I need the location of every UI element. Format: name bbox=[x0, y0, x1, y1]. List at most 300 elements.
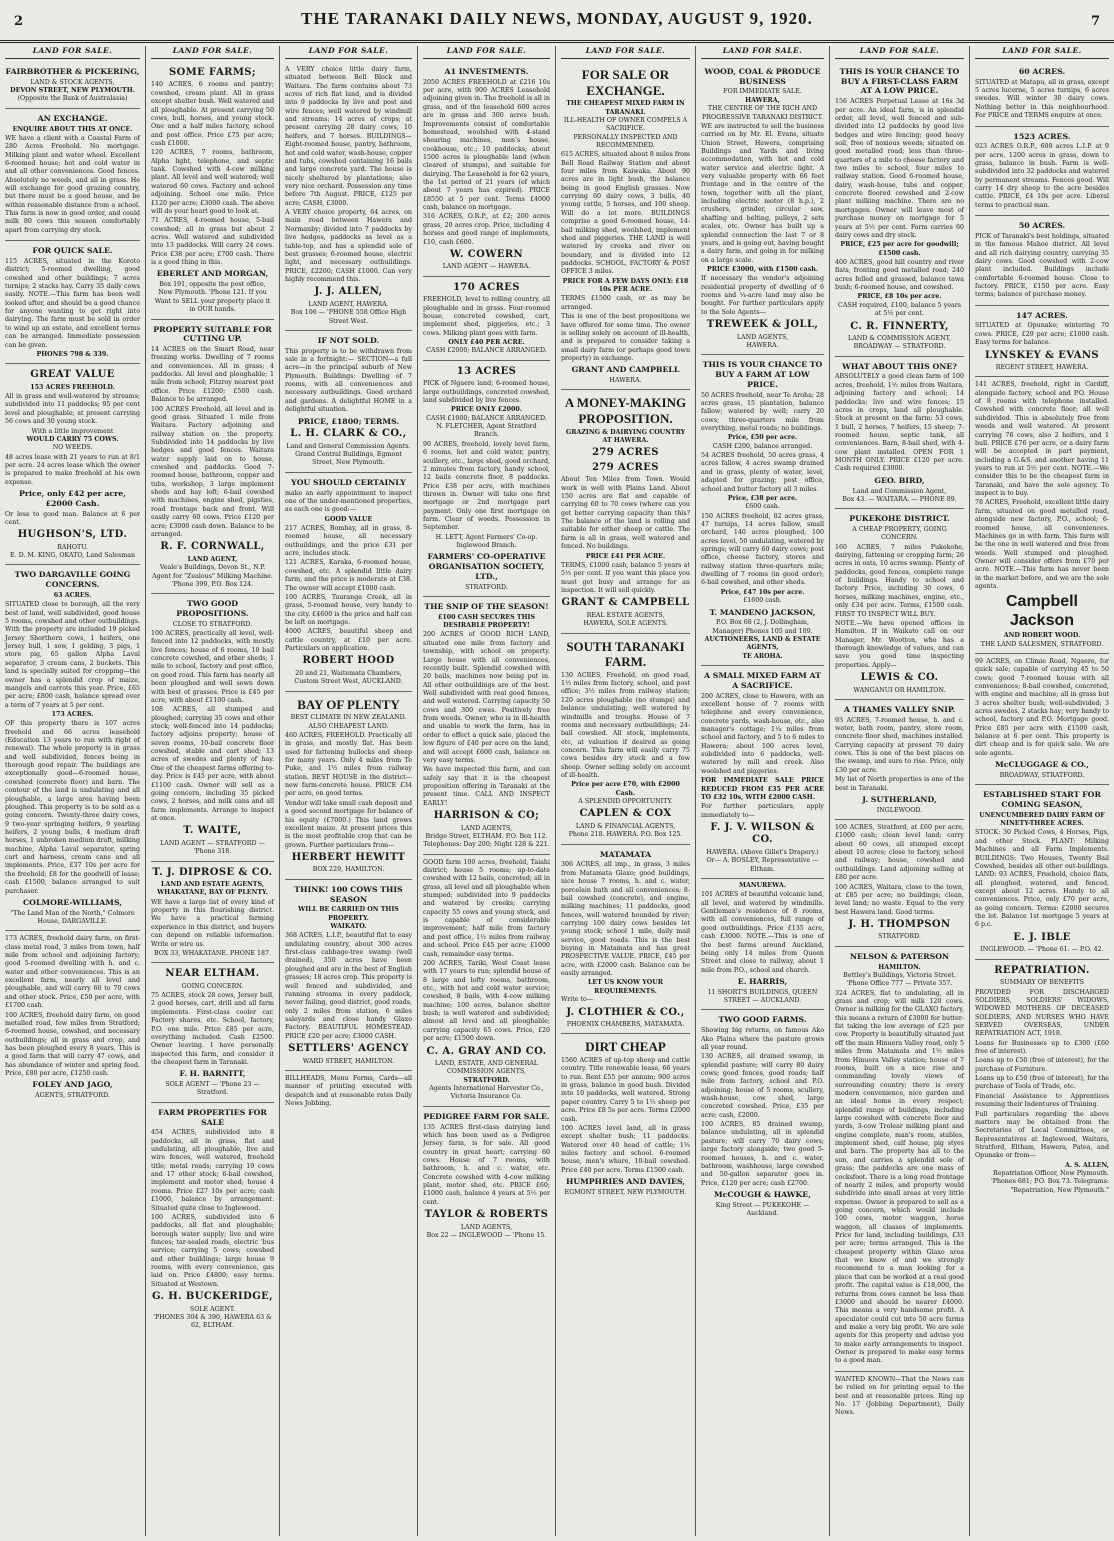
ad-terms: TERMS, £1000 cash, balance 5 years at 5½ per cent. If you want this place you must get busy and arrange for an inspection. It will sell quickly. bbox=[561, 561, 690, 594]
ad-think-100-cows bbox=[285, 880, 412, 1071]
ad-body: PICK of Ngaere land; 6-roomed house, large outbuildings, concreted cowshed, land subdivided by live fences. bbox=[423, 380, 550, 404]
ad-title: PUKEKOHE DISTRICT. bbox=[849, 514, 950, 524]
ad-title: 147 ACRES. bbox=[1016, 310, 1068, 320]
agent-name: LYNSKEY & EVANS bbox=[984, 349, 1100, 361]
ad-price: PRICE ONLY £2000. bbox=[451, 406, 522, 414]
ad-two-propositions bbox=[151, 594, 274, 861]
column-heading: LAND FOR SALE. bbox=[835, 46, 964, 59]
ad-body: 200 ACRES, close to Hawera, with an excellent house of 7 rooms with telephone and every convenience, concrete yards, wash-house, etc., also manager's cottage; 1¼ miles from school and factory, and 5 to 6 miles to Hawera; about 100 acres level, subdivided into 6 paddocks, well-watered by mill and creek. Also woolshed and piggeries. bbox=[701, 692, 824, 775]
ad-note: NOTE.—We have opened offices in Hamilton. If in Waikato call on our Manager, Mr. Wootton, who has a thorough knowledge of values, and can save you good time inspecting properties. Apply— bbox=[835, 619, 964, 669]
masthead bbox=[0, 0, 1114, 43]
agent-address: THE LAND SALESMEN, STRATFORD. bbox=[980, 640, 1104, 648]
ad-body: 100 ACRES level land, all in grass except shelter bush; 11 paddocks. Watered over 40 head of cattle; 1½ miles factory and school. 6-roomed house, men's whare, 10-bail cowshed. Price £40 per acre. Terms £1500 cash. bbox=[561, 1124, 690, 1174]
ad-price: PRICE FOR A FEW DAYS ONLY: £18 10s PER ACRE. bbox=[562, 277, 689, 294]
column-1 bbox=[0, 46, 146, 1536]
ad-body: 120 ACRES, 7 rooms, bathroom, Alpha light, telephone, and septic tank. Cowshed with 4-cow milking plant. All level and well watered; well watered 60 cows. Factory and school adjoining. School one mile. Price £120 per acre; £3000 cash. The above will do your heart good to look at. bbox=[151, 149, 274, 215]
agent-name: EBERLET AND MORGAN, bbox=[156, 269, 269, 279]
ad-body: All in grass and well-watered by streams; subdivided into 11 paddocks; 95 per cent level and ploughable; at present carrying 56 cows and 30 young stock. bbox=[5, 393, 140, 426]
agent-address: REGENT STREET, HAWERA. bbox=[995, 364, 1089, 372]
ad-price: PRICE, £1800; TERMS. bbox=[297, 416, 400, 426]
agent-name: GEO. BIRD, bbox=[874, 475, 925, 485]
ad-1523-acres bbox=[975, 127, 1109, 217]
ad-title: 170 ACRES bbox=[453, 281, 520, 293]
ad-body: 368 ACRES, L.I.P., beautiful flat to easy undulating country, about 300 acres first-class cabbage-tree swamp (well drained), 350 acres have been ploughed and are in the best of English grasses; 18 acres crop. This property is well fenced and subdivided, and running streams in every paddock, never failing, good district, good roads, only 2 miles from station, 6 miles saleyards and close handy Glaxo Factory. BEAUTIFUL HOMESTEAD. PRICE £20 per acre; £3000 CASH. bbox=[285, 932, 412, 1040]
ad-title: TWO GOOD PROPOSITIONS. bbox=[176, 599, 249, 618]
ad-body: WE are instructed to sell the business carried on by Mr. El. Evans, situate Union Street, Hawera, comprising Buildings and Yards and living accommodation, with hot and cold water service and electric light. A very valuable property with 66 feet frontage and in the centre of the town, together with all the plant, including electric motor (8 h.p.), 2 crushers, grinder, circular saw, shafting and belting, pulleys, 2 sets scales, etc. Owner has built up a splendid connection the last 7 or 8 years, and is going out, having bought a dairy farm, and going in for milking on a large scale. bbox=[701, 122, 824, 264]
agent-address: King Street — PUKEKOHE — Auckland. bbox=[715, 1201, 810, 1218]
ad-subtitle: SUMMARY OF BENEFITS bbox=[999, 979, 1084, 987]
ad-title: THINK! 100 COWS THIS SEASON bbox=[294, 884, 403, 904]
ad-subtitle: FOR IMMEDIATE SALE. bbox=[723, 88, 802, 96]
agent-subtitle: HAMILTON. bbox=[878, 963, 921, 971]
agent-address: Grand Central Buildings, Egmont Street, New Plymouth. bbox=[295, 451, 402, 467]
ad-established-start bbox=[975, 785, 1109, 959]
ad-subtitle: PERSONALLY INSPECTED AND RECOMMENDED. bbox=[573, 133, 678, 149]
ad-terms: TERMS £1500 cash, or as may be arranged. bbox=[561, 295, 690, 311]
ad-pedigree-farm bbox=[423, 1107, 550, 1245]
agent-address: DEVON STREET, NEW PLYMOUTH. bbox=[10, 87, 135, 95]
ad-title: REPATRIATION. bbox=[994, 964, 1090, 976]
ad-title: 60 ACRES. bbox=[1018, 66, 1066, 76]
column-heading: LAND FOR SALE. bbox=[151, 46, 274, 59]
ad-price: PRICE £41 PER ACRE. bbox=[585, 552, 666, 560]
ad-near-eltham bbox=[151, 963, 274, 1103]
agent-name: HERBERT HEWITT bbox=[291, 851, 406, 863]
ad-title: FOR QUICK SALE. bbox=[32, 246, 113, 256]
agent-address: P.O. Box 68 (2, J. Dollingham, Manager) Phones 105 and 109. bbox=[712, 619, 813, 635]
ad-exchange bbox=[5, 109, 140, 241]
ad-title: 1523 ACRES. bbox=[1013, 131, 1071, 141]
ad-price: ONLY £40 PER ACRE. bbox=[448, 339, 525, 347]
ad-body: 923 ACRES O.R.P., 600 acres L.I.P. at 9 per acre. 1200 acres in grass, down to grass, balance in bush. Farm is well-subdivided into 32 paddocks and watered by permanent streams. Fences good. Will carry 14 dry sheep to the acre besides cattle. PRICE, £4 10s per acre. Liberal terms to practical man. bbox=[975, 143, 1109, 209]
ad-place: HAWERA, bbox=[745, 96, 780, 104]
ad-body: 121 ACRES, Karaka, 6-roomed house, cowshed, etc. A splendid little dairy farm, and the price is moderate at £38. The owner will accept £1000 cash. bbox=[285, 559, 412, 592]
column-heading: LAND FOR SALE. bbox=[975, 46, 1109, 59]
ad-subtitle: A CHEAP PROPERTY, GOING CONCERN. bbox=[852, 525, 947, 542]
ad-note: For further particulars, apply immediately to— bbox=[701, 803, 824, 819]
agent-address: HAWERA. (Above Gillet's Drapery.) bbox=[706, 848, 819, 856]
agent-name: TREWEEK & JOLL, bbox=[706, 319, 819, 331]
ad-body: 100 ACRES Freehold, all level and in good grass. Situated 1 mile from Waitara. Factory adjoining and railway station on the property. Subdivided into 14 paddocks by live hedges and good fences. Waitara water supply laid on to house, cowshed and paddocks. Good 7-roomed house, bathroom, copper and tubs, workshop, 3 large implement sheds and hay loft; 6-bail cowshed with machines, engine shed, pigsties, road frontage back and front. Will easily carry 60 cows. Price £120 per acre; £3000 cash down. Balance to be arranged. bbox=[151, 405, 274, 538]
ad-title: FARM PROPERTIES FOR SALE bbox=[158, 1107, 267, 1127]
agent-address: INGLEWOOD. — 'Phone 61. — P.O. 42. bbox=[980, 946, 1104, 954]
ad-title: A SMALL MIXED FARM AT A SACRIFICE. bbox=[704, 671, 821, 690]
ad-your-chance bbox=[701, 355, 824, 666]
ad-title: YOU SHOULD CERTAINLY bbox=[291, 477, 406, 487]
agent-address: SOLE AGENT — 'Phone 23 — Stratford. bbox=[165, 1081, 260, 1097]
ad-wood-coal bbox=[701, 62, 824, 355]
agent-name: T. WAITE, bbox=[183, 825, 242, 837]
ad-body: GOOD farm 100 acres, freehold, Taiahi district; house 5 rooms; up-to-date cowshed with 12 bails, concreted; all in grass, all level and all ploughable when stumped; subdivided into 9 paddocks and watered by creeks; carrying capacity 55 cows and young stock, and is capable of considerable improvement; half mile from factory and post office, 1½ miles from railway and school. Price £45 per acre; £1000 cash, remainder easy terms. bbox=[423, 858, 550, 958]
agent-note: (Opposite the Bank of Australasia) bbox=[17, 95, 128, 103]
agent-subtitle: LAND & COMMISSION AGENT, bbox=[848, 335, 951, 343]
agent-address: STRATFORD. bbox=[465, 583, 508, 591]
agent-name: A. S. ALLEN, bbox=[1064, 1161, 1109, 1169]
ad-small-mixed-farm bbox=[701, 666, 824, 879]
ad-subtitle: CLOSE TO STRATFORD. bbox=[172, 620, 253, 628]
agent-address: 11 SHORT'S BUILDINGS, QUEEN STREET — AUCKLAND. bbox=[707, 988, 818, 1005]
ad-body: 115 ACRES, situated in the Koroto district; 5-roomed dwelling, good cowshed and other buildings; 7 acres turnips; 2 stacks hay. Carry 35 daily cows easily. NOTE.—This farm has been well looked after, and should be a good chance for anyone wanting to get right into dairying. The farm must be sold in order to wind up an estate, and excellent terms can be arranged. Immediate possession can be given. bbox=[5, 257, 140, 349]
agent-name: C. R. FINNERTY, bbox=[850, 320, 949, 332]
ad-note: Or less to good man. Balance at 6 per cent. bbox=[5, 510, 140, 526]
ad-place: MANUREWA. bbox=[739, 882, 786, 890]
ad-body: 100 ACRES, freehold dairy farm, on good metalled road, few miles from Stratford; 6-roomed house, cowshed, and necessary outbuildings; all in grass and crop, and has been ploughed every 8 years. This is a good farm that will carry 47 cows, and has abundance of winter and spring feed. Price, £80 per acre, £1250 cash. bbox=[5, 1011, 140, 1078]
ad-allen bbox=[285, 62, 412, 331]
ad-price: Price, £50 per acre. bbox=[727, 434, 798, 442]
agent-name: FAIRBROTHER & PICKERING, bbox=[5, 66, 140, 76]
agent-subtitle: LAND, ESTATE, AND GENERAL COMMISSION AGENTS, bbox=[434, 1060, 539, 1076]
agent-subtitle: LAND AGENTS, bbox=[736, 333, 789, 341]
ad-body: 100 ACRES, Stratford, at £60 per acre, £1000 cash; clean level land; carry about 60 cows, all stumped except about 10 acres; close to factory, school and railway; house, cowshed and outbuildings. Land adjoining selling at £80 per acre. bbox=[835, 824, 964, 882]
agent-subtitle: LAND AND ESTATE AGENTS, bbox=[161, 881, 264, 889]
ad-repatriation bbox=[975, 960, 1109, 1199]
ad-body: A VERY choice property, 64 acres, on main road between Hawera and Normanby; divided into 7 paddocks by live hedges, paddocks as level as a table-top, and has a splendid sole of best grasses; 6-roomed house, electric light, and necessary outbuildings. PRICE, £2200; CASH £1000. Can very highly recommend this. bbox=[285, 209, 412, 283]
agent-alt: Or— A. BOSLEY, Representative — Eltham. bbox=[706, 857, 819, 873]
ad-title: A MONEY-MAKING PROPOSITION. bbox=[564, 395, 687, 426]
ad-body: A VERY choice little dairy farm, situated between Bell Block and Waitara. The farm contains about 73 acres of rich flat land, and is divided into 9 paddocks by live and post and wire fences; well watered by windmill and streams; 14 acres of crops; at present carrying 28 dairy cows, 10 heifers, and 7 horses. BUILDINGS— Eight-roomed house, pantry, bathroom, hot and cold water, wash-house, copper and tubs, cowshed containing 16 bails and large concrete yard. The house is nicely sheltered by plantations; also very nice orchard. Possession any time before 7th August. PRICE, £125 per acre; CASH, £3000. bbox=[285, 65, 412, 207]
ad-price: PRICE, £25 per acre for goodwill; £1500 cash. bbox=[840, 241, 959, 257]
column-4 bbox=[418, 46, 556, 1536]
ad-price: FOR IMMEDIATE SALE PRICE REDUCED FROM £35 PER ACRE TO £32 10s, WITH £2000 CASH. bbox=[701, 777, 824, 801]
agent-address: Veale's Buildings, Devon St., N.P. bbox=[159, 564, 266, 572]
agent-name: T. MANDENO JACKSON, bbox=[709, 607, 816, 617]
ad-body: Full particulars regarding the above matters may be obtained from the Secretaries of Local Committees, or Representatives at Inglewood, Waitara, Stratford, Eltham, Hawera, Patea, and Opunake or from— bbox=[975, 1110, 1109, 1160]
ad-title: WOOD, COAL & PRODUCE BUSINESS bbox=[704, 66, 821, 86]
agent-address: WHAKATANE, BAY OF PLENTY. bbox=[157, 889, 268, 897]
agent-name: FARMERS' CO-OPERATIVE ORGANISATION SOCIETY, LTD., bbox=[427, 552, 546, 581]
ad-agent: H. LETT, Agent Farmers' Co-op. Inglewood Branch. bbox=[435, 533, 538, 550]
ad-body: 14 ACRES on the Smart Road, near freezing works. Dwelling of 7 rooms and conveniences. All in grass; 4 paddocks. All level and ploughable; 1 mile from school; Fitzroy nearest post office. Price £1200; £500 cash. Balance to be arranged. bbox=[151, 346, 274, 404]
ad-body: Vendor will take small cash deposit and a good second mortgage for balance of his equity (£7000.) This land grows excellent maize. At present prices this is the most profitable crop that can be grown. Further particulars from— bbox=[285, 799, 412, 849]
agent-name: F. J. V. WILSON & CO. bbox=[710, 821, 815, 846]
agent-subtitle: LAND AGENT, HAWERA. bbox=[308, 300, 389, 308]
ad-title: THE SNIP OF THE SEASON! bbox=[424, 602, 549, 612]
agent-place: TE AROHA. bbox=[742, 652, 783, 660]
ad-subtitle: THE CENTRE OF THE RICH AND PROGRESSIVE TARANAKI DISTRICT. bbox=[702, 105, 823, 121]
agent-name: COLMORE-WILLIAMS, bbox=[22, 897, 123, 907]
ad-price: Price, only £42 per acre, £2000 Cash. bbox=[19, 489, 126, 508]
ad-what-about-this bbox=[835, 357, 964, 510]
ad-manurewa bbox=[701, 879, 824, 1010]
agent-address: HAWERA. bbox=[609, 377, 642, 385]
agent-name: HARRISON & CO; bbox=[433, 810, 540, 822]
column-3 bbox=[280, 46, 418, 1536]
ad-body: make an early appointment to inspect one of the under-mentioned properties, as each one is good:— bbox=[285, 489, 412, 514]
ad-agent: N. FLETCHER, Agent Stratford Branch. bbox=[436, 423, 537, 439]
agent-subtitle: LAND AGENT, bbox=[187, 555, 238, 563]
agent-address: Bridge Street, ELTHAM. P.O. Box 112. Telephones: Day 200; Night 128 & 221. bbox=[423, 832, 550, 849]
agent-salesman: E. D. M. KING, OKATO, Land Salesman bbox=[9, 552, 136, 560]
column-6 bbox=[696, 46, 830, 1536]
ad-subtitle: 63 ACRES. bbox=[53, 591, 92, 599]
ad-title: THIS IS YOUR CHANCE TO BUY A FIRST-CLASS FARM AT A LOW PRICE. bbox=[839, 66, 960, 96]
agent-name: J. SUTHERLAND, bbox=[862, 794, 937, 804]
ad-body: 200 ACRES of GOOD RICH LAND, situated one mile from factory and township, with school on property. Large house with all conveniences, recently built. Splendid cowshed with 20 bails, machines now being put in. All other outbuildings are of the best. Well subdivided with real good fences, and well watered. Carrying capacity 50 cows and 300 ewes. Positively free from weeds. Owner, who is in ill-health and unable to work the farm, has in order to effect a quick sale, placed the low figure of £40 per acre on the land, and will accept £600 cash, balance on very easy terms. bbox=[423, 631, 550, 764]
ad-printing bbox=[285, 1071, 412, 1113]
ad-body: 1560 ACRES of up-top sheep and cattle country. Title renewable lease, 66 years to run. Rent £55 per annum; 900 acres in grass, balance in good bush. Divided into 10 paddocks, well watered. Strong paper country. Carry 5 to 1½ sheep per acre. Price £8 5s per acre. Terms £2000 cash. bbox=[561, 1057, 690, 1123]
agent-subtitle: LAND & FINANCIAL AGENTS, bbox=[575, 822, 676, 830]
ad-title: DIRT CHEAP bbox=[585, 1039, 666, 1055]
column-heading: LAND FOR SALE. bbox=[285, 46, 412, 59]
ad-item: Financial Assistance to Apprentices resuming their Indentures of Training. bbox=[975, 1092, 1109, 1109]
agent-name: GRANT AND CAMPBELL bbox=[571, 365, 680, 375]
ad-body: SITUATED at Matapu, all in grass, except 5 acres lucerne, 5 acres turnips, 6 acres swedes. Will winter 30 dairy cows. Nothing better in this neighbourhood. For PRICE and TERMS enquire at once. bbox=[975, 78, 1109, 120]
agent-place: RAHOTU. bbox=[57, 543, 88, 551]
ad-body: BILLHEADS, Menu Forms, Cards—all manner of printing executed with despatch and at reasonable rates Daily News Jobbing. bbox=[285, 1074, 412, 1107]
agent-name: NELSON & PATERSON bbox=[849, 951, 950, 961]
column-heading: LAND FOR SALE. bbox=[561, 46, 690, 59]
ad-cardiff bbox=[975, 377, 1109, 653]
ad-body: 100 ACRES, subdivided into 6 paddocks, all flat and ploughable; borough water supply; live and wire fences; tar-sealed roads, electric 'bus service; carrying 5 cows; cowshed and other buildings; large house 9 rooms, with every convenience, gas laid on. Price £4800; easy terms. Situated at Westown. bbox=[151, 1213, 274, 1288]
column-heading: LAND FOR SALE. bbox=[5, 46, 140, 59]
ad-tag: LET US KNOW YOUR REQUIREMENTS. bbox=[587, 979, 664, 995]
ad-13-acres bbox=[423, 361, 550, 597]
ad-body: 130 ACRES, all drained swamp, in splendid pasture; will carry 80 dairy cows; good fences, good roads; half mile from factory, school and P.O. adjoining; house of 5 rooms, scullery, wash-house, cow shed, large concreted cowshed. Price, £35 per acre; cash, £2000. bbox=[701, 1053, 824, 1119]
agent-address: Box 106 — 'PHONE 558 Office High Street West. bbox=[290, 309, 407, 325]
ad-body: 316 ACRES, O.R.P., at £2; 200 acres grass, 20 acres crop. Price, including 4 horses and good range of implements, £10, cash £600. bbox=[423, 213, 550, 246]
ad-body: 2050 ACRES FREEHOLD at £216 10s per acre, with 900 ACRES Leasehold adjoining given in. The freehold is all in grass, and of the leasehold 600 acres are in grass and 300 acres bush. Improvements consist of comfortable homestead, woolshed with 4-stand shearing machines, men's house, cookhouse, etc.; 10 paddocks; about 1500 acres is ploughable land (when cleared of stumps), and suitable for dairying. The Leasehold is for 62 years, the 1st period of 21 years (of which about 7 years has expired). PRICE £8550 at 5 per cent. Terms £4000 cash, balance on mortgage. bbox=[423, 78, 550, 212]
agent-name: J. H. THOMPSON bbox=[848, 918, 951, 930]
ad-cash: £600 cash. bbox=[745, 503, 780, 511]
agent-name: McCOUGH & HAWKE, bbox=[714, 1189, 811, 1199]
agent-name: J. CLOTHIER & CO., bbox=[566, 1006, 685, 1018]
ad-body: STOCK: 30 Picked Cows, 4 Horses, Pigs, and other Stock. PLANT: Milking Machines and all Farm Implements. BUILDINGS: Two Houses, Twenty Bail Cowshed, besides all other out-buildings. LAND: 93 ACRES, Freehold, choice flats, all ploughed, watered, and fenced, except about 12 acres. Handy to all conveniences. Price, only £70 per acre, as going concern. Terms: £2000 secures the lot. Balance 1st mortgage 5 years at 6 p.c. bbox=[975, 829, 1109, 929]
ad-cash: £1600 cash. bbox=[743, 597, 782, 605]
agent-name: G. H. BUCKERIDGE, bbox=[151, 1291, 274, 1303]
ad-body: 4000 ACRES, beautiful sheep and cattle country, at £10 per acre. Particulars on application. bbox=[285, 628, 412, 653]
ad-title: BAY OF PLENTY bbox=[297, 696, 400, 712]
ad-price: PRICE £3000, with £1500 cash. bbox=[706, 265, 819, 273]
agent-name: Campbell Jackson bbox=[1005, 593, 1078, 629]
ad-body: 75 ACRES, stock 28 cows, Jersey bull, 2 good horses, cart, drill and all farm implements. First-class cooler car. Factory shares, etc. School, factory, P.O. one mile. Price £85 per acre, everything included. Cash £2500. Owner leaving. I have personally inspected this farm, and consider it the cheapest farm in Taranaki. bbox=[151, 992, 274, 1066]
agent-address: Phone 218. HAWERA. P.O. Box 125. bbox=[568, 831, 683, 839]
ad-title: 50 ACRES. bbox=[1018, 221, 1066, 231]
agent-subtitle: LAND AGENTS, bbox=[460, 824, 513, 832]
ad-pukekohe bbox=[835, 509, 964, 700]
ad-body: 454 ACRES, subdivided into 8 paddocks, all in grass, flat and undulating, all ploughable, live and wire fences, well watered, freehold title; metal roads; carrying 19 cows and 17 other stock; 6-bail cowshed, implement and motor shed; house 4 rooms. Price £27 10s per acre; cash £1000, balance by arrangement. Situated quite close to Inglewood. bbox=[151, 1129, 274, 1212]
ad-diprose bbox=[151, 862, 274, 964]
ad-body: 460 ACRES, FREEHOLD. Practically all in grass, and mostly flat. Has been used for fattening bullocks and sheep for many years. Only 4 miles from Te Puke, and 1½ miles from railway station. BEST HOUSE in the district—new farm-concrete house. PRICE £34 per acre, on good terms. bbox=[285, 731, 412, 798]
ad-subtitle: ILL-HEALTH OF OWNER COMPELS A SACRIFICE. bbox=[563, 116, 688, 133]
ad-note: If necessary the vendor's adjoining residential property of dwelling of 6 rooms and ¼-acre land may also be bought. For further particulars apply to the Sole Agents— bbox=[701, 275, 824, 316]
agent-name: E. J. IBLE bbox=[1013, 931, 1071, 943]
ad-bay-of-plenty bbox=[285, 692, 412, 880]
agent-address: AGENTS, STRATFORD. bbox=[35, 1092, 110, 1100]
ad-body: 306 ACRES, all imp., in grass, 3 miles from Matamata Glaxo; good buildings, nice house 7 rooms, h. and c. water, porcelain bath and all conveniences; 8-bail cowshed (concrete), and engine, milking machines; 11 paddocks, good fences, well watered bounded by river; carrying 100 dairy cows besides lot young stock; school 1 mile, daily mail service, good roads. This is the best buying in Matamata and has great PROSPECTIVE VALUE. PRICE, £45 per acre, with £2000 cash. Balance can be easily arranged. bbox=[561, 861, 690, 978]
ad-body: 130 ACRES, Freehold, on good road, 1½ miles from factory, school, and post office; 3½ miles from railway station; 120 acres ploughable (no stumps) and balance undulating; well watered by windmills and troughs. House of 7 rooms and necessary outbuildings; 24-bail cowshed. All stock, implements, etc, at valuation if desired as going concern. This farm will easily carry 75 cows besides dry stock and a few sheep. Owner selling solely on account of ill-health. bbox=[561, 671, 690, 780]
ad-cash: CASH required, £100, balance 5 years at 5½ per cent. bbox=[838, 301, 961, 318]
agent-subtitle: Land and Commission Agent, bbox=[852, 487, 947, 495]
agent-name: GRANT & CAMPBELL bbox=[561, 597, 690, 609]
ad-title: NEAR ELTHAM. bbox=[165, 968, 260, 980]
ad-first-class-farm bbox=[835, 62, 964, 357]
agent-address: 20 and 21, Waitemata Chambers, Custom Street West, AUCKLAND. bbox=[294, 669, 403, 686]
ad-body: 90 ACRES, freehold, lovely level farm, 6 rooms, hot and cold water, pantry, scullery, etc., large shed, good orchard, 2 minutes from factory, handy school, 12 bails concrete floor, 8 paddocks. Price £38 per acre, with machines thrown in. Owner will take one first mortgage or 2nd mortgage part payment. Only one first mortgage on farm. Clear of weeds. Possession in September. bbox=[423, 440, 550, 532]
ad-body: WANTED KNOWN—That the News can be relied on for printing equal to the best and at reasonable prices. Ring up No. 17 (Jobbing Department), Daily News. bbox=[835, 1375, 964, 1417]
ad-60-acres bbox=[975, 62, 1109, 127]
ad-body: This property is to be withdrawn from sale in a fortnight:— SECTION—a full acre—in the principal suburb of New Plymouth. Buildings: Dwelling of 7 rooms, with all conveniences and necessary outbuildings. Good orchard and gardens. A delightful HOME in a delightful situation. bbox=[285, 347, 412, 414]
ad-subtitle: ENQUIRE ABOUT THIS AT ONCE. bbox=[12, 125, 133, 133]
ad-matamata bbox=[561, 845, 690, 1035]
ad-body: 100 ACRES, practically all level, well-fenced into 12 paddocks, with mostly live fences; house of 6 rooms, 10 bail concrete cowshed, and other sheds; 1 mile to school, factory and post office, on good road. This farm has nearly all been ploughed and well sown down with best of grasses. Price is £45 per acre, with about £1100 cash. bbox=[151, 630, 274, 704]
ad-line: NO WEEDS. bbox=[52, 444, 93, 452]
agent-subtitle: REAL ESTATE AGENTS, bbox=[586, 611, 665, 619]
ad-fairbrother-pickering bbox=[5, 62, 140, 109]
agent-name: L. H. CLARK & CO., bbox=[290, 428, 407, 440]
ad-place: WAIKATO. bbox=[330, 922, 367, 930]
ad-item: Loans up to £50 (free of interest), for the purchase of Furniture. bbox=[975, 1057, 1109, 1073]
ad-body: 99 ACRES, on Climie Road, Ngaere, for quick sale; capable of carrying 45 to 50 cows; good 7-roomed house with all conveniences; 8-bail cowshed, concreted, with engine and machine; all in grass but 3 acres shelter bush; well-subdivided; 3 acres swedes, 2 stacks hay; very handy to school, factory and P.O. Mortgage good. Price £85 per acre with £1500 cash, balance at 6 per cent. This property is dirt cheap and is for quick sale. We are sole agents. bbox=[975, 657, 1109, 757]
ad-subtitle: 153 ACRES FREEHOLD. bbox=[30, 383, 115, 391]
ad-subtitle: 173 ACRES. bbox=[51, 710, 94, 718]
agent-name: C. A. GRAY AND CO. bbox=[426, 1045, 547, 1057]
agent-subtitle: AUCTIONEERS, LAND & ESTATE AGENTS, bbox=[704, 636, 821, 652]
ad-money-making bbox=[561, 390, 690, 633]
agent-name: LEWIS & CO. bbox=[860, 672, 939, 684]
agent-name: T. J. DIPROSE & CO. bbox=[152, 866, 273, 878]
ad-body: 615 ACRES, situated about 8 miles from Bell Road Railway Station and about four miles from Kaiwaka. About 90 acres are in light bush, the balance being in good English grasses. Now carrying 60 dairy cows, 3 bulls, 40 young cattle, 5 horses, and 100 sheep. Will do a lot more. BUILDINGS comprise a good 6-roomed house, 14-bail milking shed, woolshed, implement shed and piggeries. THE LAND is well watered by creeks and river on boundary, and is divided into 12 paddocks. SCHOOL, FACTORY & POST OFFICE 3 miles. bbox=[561, 151, 690, 276]
agent-address: Box 191, opposite the post office, New Plymouth. 'Phone 121. If you Want to SELL your property place it in OUR hands. bbox=[154, 281, 271, 314]
ad-body: 48 acres lease with 21 years to run at 8/1 per acre. 24 acres lease which the owner is prepared to make freehold at his own expense. bbox=[5, 453, 140, 486]
ad-south-taranaki bbox=[561, 634, 690, 845]
ad-body: 156 ACRES Perpetual Lease at 16s 3d per acre. An ideal farm, is in splendid order, all level, well fenced and sub-divided into 12 paddocks by good live hedges and wire fencing; good heavy soil, free of noxious weeds; situated on good metalled road; less than three-quarters of a mile to cheese factory and two miles to school, four miles to railway station. Good 6-roomed house, dairy, wash-house, tubs and copper, concrete floored cowshed and 2-cow plant milking machine. There are no mortgages. Owner will leave most of purchase money on mortgage for 5 years at 5½ per cent. Farm carries 60 dairy cows and dry stock. bbox=[835, 98, 964, 239]
ad-price: Price, £38 per acre. bbox=[727, 494, 798, 502]
ad-cash: CASH £2000; BALANCE ARRANGED. bbox=[426, 347, 547, 355]
ad-a1-investments bbox=[423, 62, 550, 277]
agent-address: 'PHONES 304 & 390, HAWERA 63 & 62, ELTHAM. bbox=[153, 1313, 272, 1330]
ad-item: Loans for Businesses up to £300 (£60 free of interest). bbox=[975, 1039, 1109, 1056]
page-number-left: 2 bbox=[14, 14, 24, 29]
ad-body: PROVIDED FOR DISCHARGED SOLDIERS, SOLDIERS' WIDOWS, WIDOWED MOTHERS OF DECEASED SOLDIERS, AND NURSES WHO HAVE SERVED OVERSEAS, UNDER REPATRIATION ACT, 1918. bbox=[975, 988, 1109, 1038]
agent-name: ROBERT HOOD bbox=[302, 655, 395, 667]
ad-price: Price, £47 10s per acre. bbox=[720, 588, 805, 596]
ad-title: TWO DARGAVILLE GOING CONCERNS. bbox=[14, 570, 131, 590]
agent-name: FOLEY AND JAGO, bbox=[32, 1080, 113, 1090]
ad-body: 135 ACRES first-class dairying land which has been used as a Pedigree Jersey farm, is for sale. All good country in great heart; carrying 60 cows. House of 7 rooms, with bathroom, h. and c. water, etc. Concrete cowshed with 4-cow milking plant, motor shed, etc. PRICE £60; £1000 cash, balance 4 years at 5½ per cent. bbox=[423, 1123, 550, 1206]
ad-cash: CASH £200, balance arranged. bbox=[712, 442, 813, 450]
ad-note: My list of North properties is one of the best in Taranaki. bbox=[835, 776, 964, 792]
agent-address: WANGANUI OR HAMILTON. bbox=[853, 686, 946, 694]
ad-phone: PHONES 798 & 339. bbox=[36, 350, 109, 358]
ad-body: Showing big returns, on famous Ako Ako Plains where the pasture grows all year round. bbox=[701, 1027, 824, 1051]
agent-name: CAPLEN & COX bbox=[579, 808, 672, 820]
agent-address: BROADWAY, STRATFORD. bbox=[999, 771, 1085, 779]
ad-body: 173 ACRES, freehold dairy farm, on first-class metal road, 3 miles from town, half mile from school and adjoining factory; good 5-roomed dwelling with h. and c. water and other conveniences. This is an excellent farm, nearly all level and ploughable, and will carry 60 to 70 cows and other stock. Price, £50 per acre, with £1700 cash. bbox=[5, 935, 140, 1010]
agent-subtitle: Land and General Commission Agents. bbox=[286, 442, 411, 450]
ad-two-good-farms bbox=[701, 1010, 824, 1222]
agent-address: STRATFORD. bbox=[463, 1076, 510, 1084]
ad-body: 140 ACRES, 6 rooms and pantry; cowshed, cream plant. All in grass except shelter bush. Well watered and all ploughable. At present carrying 50 cows, bull, horses, and young stock. One and a half miles factory, school and post office. Price £75 per acre; cash £1000. bbox=[151, 81, 274, 147]
agent-address: "The Land Man of the North," Colmore House, DARGAVILLE. bbox=[10, 909, 135, 925]
ad-quick-sale bbox=[5, 241, 140, 364]
ad-subtitle: GOING CONCERN. bbox=[181, 982, 244, 990]
columns bbox=[0, 46, 1114, 1541]
ad-body: 160 ACRES, 7 miles Pukekohe, dairying, fattening or cropping farm; 26 acres in oats, 10 acres swamp. Plenty of paddocks, good fences, complete range of buildings. Handy to school and factory. Price, including 30 cows, 6 horses, milking machines, engine, etc., only £34 per acre. Terms, £1500 cash. FIRST TO INSPECT WILL BUY. bbox=[835, 543, 964, 618]
agent-address: PHOENIX CHAMBERS, MATAMATA. bbox=[566, 1021, 685, 1029]
ad-wanted-known bbox=[835, 1372, 964, 1423]
agent-address: BOX 229, HAMILTON. bbox=[312, 866, 385, 874]
ad-price: Price per acre £70, with £2000 Cash. bbox=[571, 781, 680, 797]
ad-body: 101 ACRES of beautiful volcanic land, all level, and watered by windmills. Gentleman's residence of 8 rooms, with all conveniences, full range of good outbuildings. Price £135 acre, cash £3000. NOTE.—This is one of the best farms around Auckland, being only 14 miles from Queen Street and close to railway, about 1 mile from P.O., school and church. bbox=[701, 891, 824, 974]
ad-title: IF NOT SOLD. bbox=[317, 335, 380, 345]
ad-subtitle: GOOD VALUE bbox=[324, 515, 373, 523]
ad-body: 100 ACRES, Waitara, close to the town, at £85 per acre; no buildings; clean, level land; no waste. Equal to the very best Hawera land. Good terms. bbox=[835, 883, 964, 916]
column-heading: LAND FOR SALE. bbox=[701, 46, 824, 59]
agent-address: Repatriation Officer, New Plymouth. 'Phones 681; P.O. Box 73. Telegrams: "Repatriation, New Plymouth." bbox=[990, 1170, 1109, 1194]
ad-tag: A SPLENDID OPPORTUNITY. bbox=[578, 798, 673, 806]
ad-body: ABSOLUTELY a good clean farm of 100 acres, freehold, 1½ miles from Waitara, adjoining factory and school; 14 paddocks; live and wire fences; 15 acres in crops, land all ploughable. Stock at present on the farm: 53 cows, 1 bull, 2 horses, 7 heifers, 15 sheep; 7-roomed house, septic tank, all conveniences. Barn, 8-bail shed, with 4-cow plant installed. OPEN FOR 1 MONTH ONLY. PRICE £120 per acre. Cash required £3000. bbox=[835, 373, 964, 473]
agent-name: HUGHSON'S, LTD. bbox=[17, 529, 128, 541]
ad-title: PEDIGREE FARM FOR SALE. bbox=[423, 1111, 550, 1121]
ad-title: PROPERTY SUITABLE FOR CUTTING UP. bbox=[153, 324, 272, 344]
ad-body: 108 ACRES, all stumped and ploughed; carrying 35 cows and other stock; well-fenced into 14 paddocks; factory adjoins property; house of seven rooms, 10-bail concrete floor cowshed, stable and cart shed; 13 acres of swedes and plenty of hay. One of the cheapest farms offering to-day. Price is £45 per acre, with about £1100 cash. Owner will sell as a going concern, including 35 picked cows, 2 horses, and milk cans and all farm implements. Arrange to inspect at once. bbox=[151, 706, 274, 822]
agent-address: STRATFORD. bbox=[878, 933, 921, 941]
agent-address: INGLEWOOD. bbox=[876, 806, 923, 814]
agent-address: WARD STREET, HAMILTON. bbox=[302, 1057, 395, 1065]
ad-subtitle: UNENCUMBERED DAIRY FARM OF NINETY-THREE ACRES. bbox=[979, 811, 1105, 828]
ad-body: OF this property there is 107 acres freehold and 66 acres leasehold (Education 13 years to run with right of renewal). The whole property is in grass and well subdivided, fences being in thorough good repair. The buildings are exceptionally good—6-roomed house, cowshed (concrete floor) and barn. The contour of the land is undulating and all ploughable, a large area having been ploughed. This property is to be sold as a going concern. Twenty-three dairy cows, 9 two-year springing heifers, 9 yearling heifers, 2 young bulls, 4 medium draft horses, 1 unbroken medium draft, milking machine, Alpha Laval separator, spring cart and harness, cream cans and all implements. Price, £37 10s per acre for the freehold; £8 for the goodwill of lease; cash £1500, balance arranged to suit purchaser. bbox=[5, 720, 140, 895]
ad-body: 400 ACRES, good hill country and river flats, fronting good metalled road; 240 acres felled and grassed, balance tawa bush; 6-roomed house, and cowshed. bbox=[835, 259, 964, 292]
agent-name: SETTLERS' AGENCY bbox=[288, 1043, 409, 1055]
ad-title: AN EXCHANGE. bbox=[37, 113, 108, 123]
ad-170-acres bbox=[423, 277, 550, 361]
agent-address: LAND AGENT — STRATFORD — 'Phone 318. bbox=[160, 839, 265, 856]
agent-address: BROADWAY — STRATFORD. bbox=[853, 343, 946, 351]
ad-thames-valley bbox=[835, 700, 964, 820]
agent-name: R. F. CORNWALL, bbox=[160, 541, 265, 553]
ad-sale-or-exchange bbox=[561, 62, 690, 390]
ad-price: PRICE, £8 10s per acre. bbox=[857, 293, 942, 301]
ad-title: TWO GOOD FARMS. bbox=[718, 1015, 807, 1025]
ad-line: With a little improvement bbox=[31, 427, 114, 435]
ad-body: 71 ACRES, 4-roomed house, 5-bail cowshed; all in grass but about 2 acres. Well watered and subdivided into 13 paddocks. Will carry 24 cows. Price £38 per acre; £700 cash. There is a good thing in this. bbox=[151, 217, 274, 267]
ad-item: Loans up to £50 (free of interest), for the purchase of Tools of Trade, etc. bbox=[975, 1075, 1109, 1091]
ad-147-acres bbox=[975, 306, 1109, 378]
ad-body: 54 ACRES freehold, 50 acres grass, 4 acres fallow, 4 acres swamp drained and in grass, plenty of water, level, adapted for grazing; post office, school and butter factory all 3 miles. bbox=[701, 452, 824, 493]
ad-title: THIS IS YOUR CHANCE TO BUY A FARM AT LOW PRICE. bbox=[702, 360, 823, 389]
ad-write: Write to— bbox=[561, 996, 594, 1004]
agent-box: BOX 33, WHAKATANE. PHONE 187. bbox=[154, 949, 271, 957]
ad-body: 50 ACRES freehold, near Te Aroha; 28 acres grass, 15 plantation, balance fallow; watered by well; carry 20 cows; three-quarters mile from everything, metal roads; no buildings. bbox=[701, 391, 825, 432]
ad-title: MATAMATA bbox=[599, 849, 652, 859]
column-2 bbox=[146, 46, 280, 1536]
ad-if-not-sold bbox=[285, 331, 412, 473]
ad-title: SOME FARMS; bbox=[168, 66, 257, 78]
ad-foley-jago bbox=[5, 931, 140, 1104]
page-number-right: 7 bbox=[1090, 14, 1100, 29]
ad-body: 150 ACRES freehold, 82 acres grass, 47 turnips, 14 acres fallow, small orchard, 140 acres ploughed, 100 acres level, 50 undulating, watered by springs; will carry 60 dairy cows; post office, cheese factory, stores and railway station three-quarters mile; dwelling of 7 rooms (in good order); 6-bail cowshed, and other sheds. bbox=[701, 512, 824, 587]
agent-address: Box 43. — WAITARA. — PHONE 89. bbox=[842, 495, 957, 503]
agent-name: J. J. ALLEN, bbox=[314, 286, 383, 298]
column-heading: LAND FOR SALE. bbox=[423, 46, 550, 59]
ad-subtitle: BEST CLIMATE IN NEW ZEALAND. ALSO CHEAPEST LAND. bbox=[290, 714, 407, 730]
ad-body: WE have a large list of every kind of property in this flourishing district. We have a practical farming experience in this district, and buyers can depend on reliable information. Write or wire us. bbox=[151, 898, 274, 948]
agent-address: HAWERA, SOLE AGENTS. bbox=[583, 620, 668, 628]
ad-title: 13 ACRES bbox=[456, 365, 517, 377]
ad-you-should-certainly bbox=[285, 473, 412, 692]
agent-subtitle: AND ROBERT WOOD. bbox=[1003, 632, 1081, 640]
ad-some-farms bbox=[151, 62, 274, 320]
agent-address: HAWERA. bbox=[746, 342, 779, 349]
newspaper-title: THE TARANAKI DAILY NEWS, MONDAY, AUGUST 9, 1920. bbox=[301, 9, 813, 28]
ad-cash: CASH £1000; BALANCE ARRANGED. bbox=[426, 414, 547, 422]
ad-subtitle: WILL BE CARRIED ON THIS PROPERTY. bbox=[298, 906, 399, 922]
agent-name: F. H. BARNITT, bbox=[179, 1069, 246, 1079]
ad-great-value bbox=[5, 364, 140, 565]
ad-body: 100 ACRES, 85 drained swamp, balance undulating, all in splendid pasture; will carry 70 dairy cows; large factory alongside; two good 5-roomed houses, h. and c. water, bathroom, washhouse, large cowshed and 50-gallon separator goes in. Price, £120 per acre; cash £2700. bbox=[701, 1121, 824, 1187]
ad-title: SOUTH TARANAKI FARM. bbox=[566, 638, 685, 670]
agent-address: LAND AGENT — HAWERA. bbox=[442, 263, 531, 271]
